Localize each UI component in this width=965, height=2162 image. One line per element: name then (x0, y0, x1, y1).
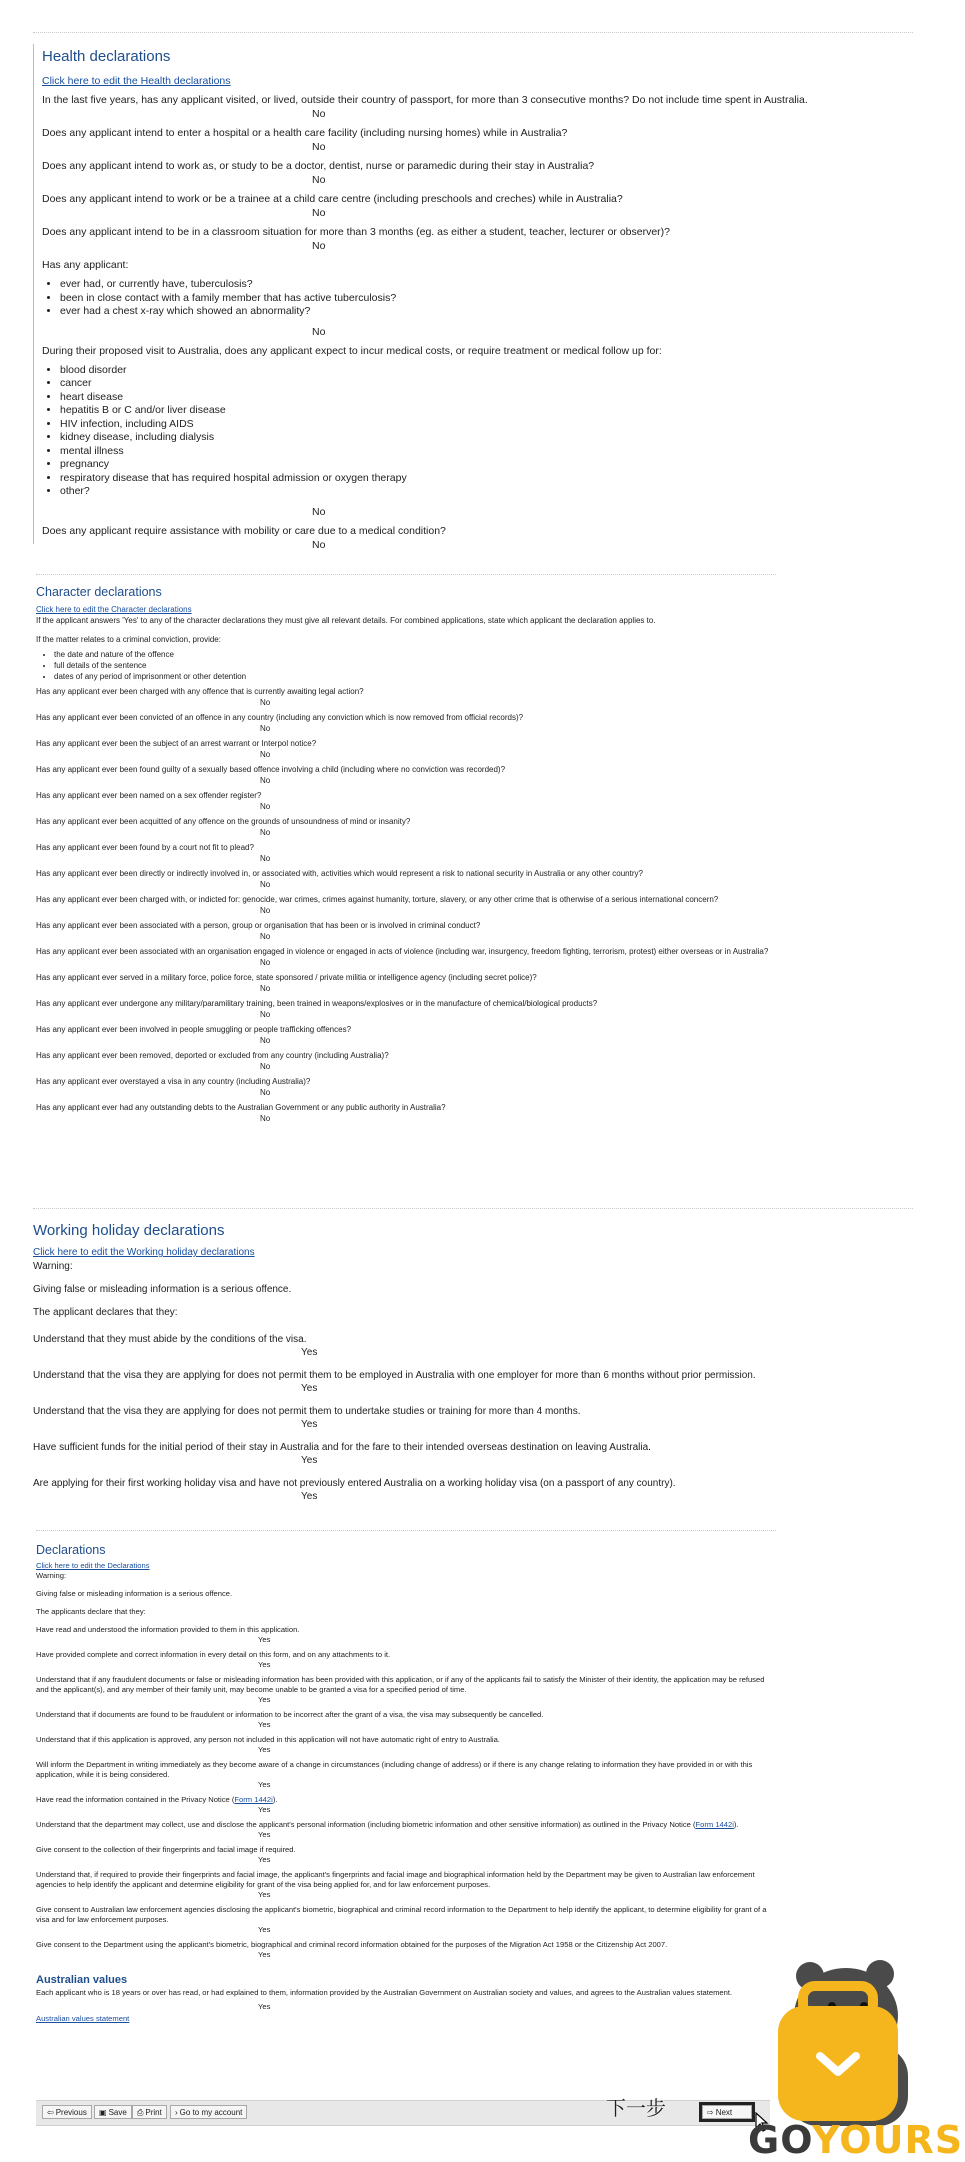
question: Understand that the visa they are applying for does not permit them to be employed in Australia with one employer for more than 6 months without prior permission. (33, 1370, 756, 1381)
warning-text: Giving false or misleading information is a serious offence. (36, 1589, 233, 1598)
question: Will inform the Department in writing immediately as they become aware of a change in circumstances (including change of address) or if there is any change relating to information they have provided in or with this application, while it is being considered. (36, 1760, 753, 1779)
answer: No (260, 983, 271, 993)
question: Has any applicant ever been found by a court not fit to plead? (36, 843, 254, 852)
list-item: • full details of the sentence (54, 660, 776, 671)
question: Has any applicant ever been associated with a person, group or organisation that has been or is involved in criminal conduct? (36, 921, 481, 930)
question-text: ). (733, 1820, 739, 1829)
question: Does any applicant intend to work as, or study to be a doctor, dentist, nurse or paramedic during their stay in Australia? (42, 160, 595, 172)
declarations-title: Declarations (36, 1543, 106, 1557)
answer: No (260, 879, 271, 889)
goyours-wordmark (748, 2118, 963, 2162)
character-item-0 (36, 687, 776, 708)
account-label: Go to my account (179, 2108, 243, 2117)
question: Give consent to Australian law enforcement agencies disclosing the applicant's biometric, biographical and criminal record information to the Department to help identify the applicant, to determine eligibility for grant of a visa and for law enforcement purposes. (36, 1905, 767, 1924)
question: Give consent to the Department using the applicant's biometric, biographical and criminal record information obtained for the purposes of the Migration Act 1958 or the Citizenship Act 2007. (36, 1940, 668, 1949)
warning-text: Giving false or misleading information is a serious offence. (33, 1284, 292, 1295)
edit-health-link[interactable]: Click here to edit the Health declarations (42, 75, 231, 87)
mobility-answer: No (312, 538, 326, 551)
declaration-item-10 (36, 1905, 776, 1935)
list-item: • other? (60, 485, 893, 499)
list-item: • the date and nature of the offence (54, 649, 776, 660)
conviction-list (36, 649, 776, 682)
list-item: • kidney disease, including dialysis (60, 431, 893, 445)
conviction-intro: If the matter relates to a criminal conviction, provide: (36, 634, 221, 644)
answer: No (260, 905, 271, 915)
list-item: • hepatitis B or C and/or liver disease (60, 404, 893, 418)
answer: No (260, 1009, 271, 1019)
question (36, 1820, 776, 1830)
medical-list (42, 364, 893, 499)
values-question: Each applicant who is 18 years or over has read, or had explained to them, information provided by the Australian Government on Australian society and values, and agrees to the Australian values statement. (36, 1988, 733, 1997)
declaration-item-2 (36, 1675, 776, 1705)
answer: No (260, 697, 271, 707)
australian-values-title: Australian values (36, 1974, 128, 1986)
print-button[interactable] (132, 2105, 167, 2119)
answer: No (260, 801, 271, 811)
answer: No (260, 957, 271, 967)
health-title: Health declarations (42, 48, 171, 65)
arrow-right-icon: ⇨ (707, 2108, 714, 2117)
answer: Yes (258, 1890, 271, 1899)
question: Understand that if documents are found to be fraudulent or information to be incorrect after the grant of a visa, the visa may subsequently be cancelled. (36, 1710, 544, 1719)
question: Give consent to the collection of their fingerprints and facial image if required. (36, 1845, 296, 1854)
save-button[interactable] (94, 2105, 132, 2119)
answer: Yes (301, 1419, 318, 1430)
question: Has any applicant ever been involved in people smuggling or people trafficking offences? (36, 1025, 352, 1034)
character-item-14 (36, 1051, 776, 1072)
answer: Yes (258, 1780, 271, 1789)
character-item-15 (36, 1077, 776, 1098)
question: Does any applicant intend to work or be a trainee at a child care centre (including preschools and creches) while in Australia? (42, 193, 623, 205)
question (36, 1795, 776, 1805)
health-item-0 (42, 93, 893, 121)
declaration-item-7 (36, 1820, 776, 1840)
character-item-10 (36, 947, 776, 968)
declares-intro: The applicant declares that they: (33, 1307, 178, 1318)
edit-declarations-link[interactable]: Click here to edit the Declarations (36, 1561, 150, 1570)
health-item-3 (42, 192, 893, 220)
question: Has any applicant ever been associated with an organisation engaged in violence or engaged in acts of violence (including war, insurgency, freedom fighting, terrorism, protest) either overseas or in Australia? (36, 947, 769, 956)
edit-working-holiday-link[interactable]: Click here to edit the Working holiday declarations (33, 1247, 255, 1258)
health-item-4 (42, 225, 893, 253)
question: Has any applicant ever been charged with, or indicted for: genocide, war crimes, crimes against humanity, torture, slavery, or any other crime that is otherwise of a serious international concern? (36, 895, 719, 904)
working-item-1 (33, 1369, 913, 1395)
question: Has any applicant ever been acquitted of any offence on the grounds of unsoundness of mind or insanity? (36, 817, 411, 826)
arrow-left-icon: ⇦ (47, 2108, 54, 2117)
working-holiday-title: Working holiday declarations (33, 1222, 225, 1239)
next-button[interactable] (702, 2105, 752, 2119)
declaration-item-0 (36, 1625, 776, 1645)
question: Understand that if this application is approved, any person not included in this application will not have automatic right of entry to Australia. (36, 1735, 500, 1744)
question: Has any applicant ever undergone any military/paramilitary training, been trained in weapons/explosives or in the manufacture of chemical/biological products? (36, 999, 598, 1008)
question: Has any applicant ever served in a military force, police force, state sponsored / private militia or intelligence agency (including secret police)? (36, 973, 537, 982)
next-step-annotation: 下一步 (606, 2096, 666, 2120)
character-item-1 (36, 713, 776, 734)
answer: No (260, 775, 271, 785)
values-statement-link[interactable]: Australian values statement (36, 2014, 130, 2023)
question: In the last five years, has any applicant visited, or lived, outside their country of passport, for more than 3 consecutive months? Do not include time spent in Australia. (42, 94, 808, 106)
answer: Yes (258, 1950, 271, 1959)
character-item-9 (36, 921, 776, 942)
health-item-2 (42, 159, 893, 187)
character-item-13 (36, 1025, 776, 1046)
separator-declarations (36, 1530, 776, 1531)
answer: No (260, 827, 271, 837)
question: Have provided complete and correct information in every detail on this form, and on any attachments to it. (36, 1650, 391, 1659)
tb-intro: Has any applicant: (42, 259, 129, 271)
character-item-11 (36, 973, 776, 994)
working-item-3 (33, 1441, 913, 1467)
answer: Yes (258, 1855, 271, 1864)
question-text: Have read the information contained in the Privacy Notice ( (36, 1795, 235, 1804)
character-declarations-section (36, 585, 776, 1165)
working-item-2 (33, 1405, 913, 1431)
question: Does any applicant intend to enter a hospital or a health care facility (including nursing homes) while in Australia? (42, 127, 568, 139)
declaration-item-1 (36, 1650, 776, 1670)
answer: No (260, 749, 271, 759)
character-item-2 (36, 739, 776, 760)
question: Have sufficient funds for the initial period of their stay in Australia and for the fare to their intended overseas destination on leaving Australia. (33, 1442, 651, 1453)
answer: No (260, 931, 271, 941)
answer: No (260, 1061, 271, 1071)
question: Has any applicant ever been found guilty of a sexually based offence involving a child (including where no conviction was recorded)? (36, 765, 506, 774)
separator-top (33, 32, 913, 33)
declaration-item-9 (36, 1870, 776, 1900)
list-item: • blood disorder (60, 364, 893, 378)
print-icon: ⎙ (137, 2108, 144, 2117)
list-item: • ever had a chest x-ray which showed an abnormality? (60, 305, 893, 319)
working-item-0 (33, 1333, 913, 1359)
answer: No (312, 108, 326, 120)
answer: No (260, 1035, 271, 1045)
previous-button[interactable] (42, 2105, 92, 2119)
answer: Yes (258, 1660, 271, 1669)
health-item-1 (42, 126, 893, 154)
answer: Yes (301, 1455, 318, 1466)
medical-answer: No (312, 505, 326, 518)
list-item: • dates of any period of imprisonment or other detention (54, 671, 776, 682)
declaration-item-4 (36, 1735, 776, 1755)
declaration-item-5 (36, 1760, 776, 1790)
character-title: Character declarations (36, 585, 162, 599)
print-label: Print (145, 2108, 162, 2117)
list-item: • been in close contact with a family member that has active tuberculosis? (60, 292, 893, 306)
list-item: • cancer (60, 377, 893, 391)
character-item-7 (36, 869, 776, 890)
list-item: • respiratory disease that has required hospital admission or oxygen therapy (60, 472, 893, 486)
health-declarations-section (33, 44, 893, 551)
character-intro: If the applicant answers 'Yes' to any of the character declarations they must give all relevant details. For combined applications, state which applicant the declaration applies to. (36, 616, 656, 625)
list-item: • heart disease (60, 391, 893, 405)
answer: No (260, 723, 271, 733)
answer: Yes (258, 1720, 271, 1729)
character-item-4 (36, 791, 776, 812)
character-item-6 (36, 843, 776, 864)
edit-character-link[interactable]: Click here to edit the Character declarations (36, 605, 192, 614)
answer: No (312, 240, 326, 252)
separator-character (36, 574, 776, 575)
wordmark-yours: YOURS (812, 2118, 964, 2162)
answer: Yes (258, 1830, 271, 1839)
chevron-right-icon: › (175, 2108, 178, 2117)
answer: Yes (258, 1695, 271, 1704)
declarations-section (36, 1543, 776, 2083)
list-item: • pregnancy (60, 458, 893, 472)
answer: No (260, 1087, 271, 1097)
question: Have read and understood the information provided to them in this application. (36, 1625, 300, 1634)
working-holiday-section (33, 1222, 913, 1502)
answer: No (312, 174, 326, 186)
tb-answer: No (312, 325, 326, 338)
question-text: Understand that the department may collect, use and disclose the applicant's personal information (including biometric information and other sensitive information) as outlined in the Privacy Notice ( (36, 1820, 696, 1829)
question: Has any applicant ever overstayed a visa in any country (including Australia)? (36, 1077, 311, 1086)
privacy-form-link[interactable]: Form 1442i (234, 1795, 273, 1804)
save-icon: ▣ (99, 2108, 107, 2117)
question: Are applying for their first working holiday visa and have not previously entered Australia on a working holiday visa (on a passport of any country). (33, 1478, 676, 1489)
wordmark-go: GO (748, 2118, 813, 2162)
question: Has any applicant ever been convicted of an offence in any country (including any conviction which is now removed from official records)? (36, 713, 524, 722)
answer: Yes (301, 1383, 318, 1394)
values-answer: Yes (258, 2002, 271, 2011)
answer: Yes (301, 1491, 318, 1502)
list-item: • HIV infection, including AIDS (60, 418, 893, 432)
answer: Yes (258, 1635, 271, 1644)
character-item-12 (36, 999, 776, 1020)
next-label: Next (715, 2108, 733, 2117)
go-to-account-button[interactable] (170, 2105, 247, 2119)
medical-intro: During their proposed visit to Australia, does any applicant expect to incur medical costs, or require treatment or medical follow up for: (42, 344, 662, 357)
declaration-item-8 (36, 1845, 776, 1865)
answer: No (260, 853, 271, 863)
declaration-item-6 (36, 1795, 776, 1815)
tb-list (42, 278, 893, 319)
privacy-form-link[interactable]: Form 1442i (695, 1820, 734, 1829)
separator-working (33, 1208, 913, 1209)
answer: Yes (301, 1347, 318, 1358)
warning-label: Warning: (33, 1261, 73, 1272)
question-text: ). (272, 1795, 278, 1804)
answer: Yes (258, 1805, 271, 1814)
question: Has any applicant ever been charged with any offence that is currently awaiting legal action? (36, 687, 364, 696)
question: Understand that the visa they are applying for does not permit them to undertake studies or training for more than 4 months. (33, 1406, 581, 1417)
question: Understand that, if required to provide their fingerprints and facial image, the applicant's fingerprints and facial image and biographical information held by the Department may be given to Australian law enforcement agencies to help identify the applicant and determine eligibility for grant of the visa being applied for, and for law enforcement purposes. (36, 1870, 755, 1889)
question: Understand that if any fraudulent documents or false or misleading information has been provided with this application, or if any of the applicants fail to satisfy the Minister of their identity, the application may be refused and the applicant(s), and any member of their family unit, may become unable to be granted a visa for a specified period of time. (36, 1675, 765, 1694)
mobility-question: Does any applicant require assistance with mobility or care due to a medical condition? (42, 524, 446, 537)
question: Does any applicant intend to be in a classroom situation for more than 3 months (eg. as either a student, teacher, lecturer or observer)? (42, 226, 671, 238)
list-item: • mental illness (60, 445, 893, 459)
question: Has any applicant ever had any outstanding debts to the Australian Government or any public authority in Australia? (36, 1103, 446, 1112)
answer: No (312, 207, 326, 219)
declares-intro: The applicants declare that they: (36, 1607, 146, 1616)
answer: Yes (258, 1745, 271, 1754)
answer: No (260, 1113, 271, 1123)
question: Has any applicant ever been removed, deported or excluded from any country (including Australia)? (36, 1051, 389, 1060)
question: Has any applicant ever been directly or indirectly involved in, or associated with, activities which would represent a risk to national security in Australia or any other country? (36, 869, 643, 878)
question: Has any applicant ever been the subject of an arrest warrant or Interpol notice? (36, 739, 317, 748)
previous-label: Previous (55, 2108, 87, 2117)
working-item-4 (33, 1477, 913, 1503)
list-item: • ever had, or currently have, tuberculosis? (60, 278, 893, 292)
declaration-item-11 (36, 1940, 776, 1960)
warning-label: Warning: (36, 1571, 67, 1580)
character-item-3 (36, 765, 776, 786)
question: Has any applicant ever been named on a sex offender register? (36, 791, 262, 800)
character-item-5 (36, 817, 776, 838)
character-item-8 (36, 895, 776, 916)
answer: No (312, 141, 326, 153)
question: Understand that they must abide by the conditions of the visa. (33, 1334, 307, 1345)
declaration-item-3 (36, 1710, 776, 1730)
character-item-16 (36, 1103, 776, 1124)
save-label: Save (108, 2108, 127, 2117)
answer: Yes (258, 1925, 271, 1934)
